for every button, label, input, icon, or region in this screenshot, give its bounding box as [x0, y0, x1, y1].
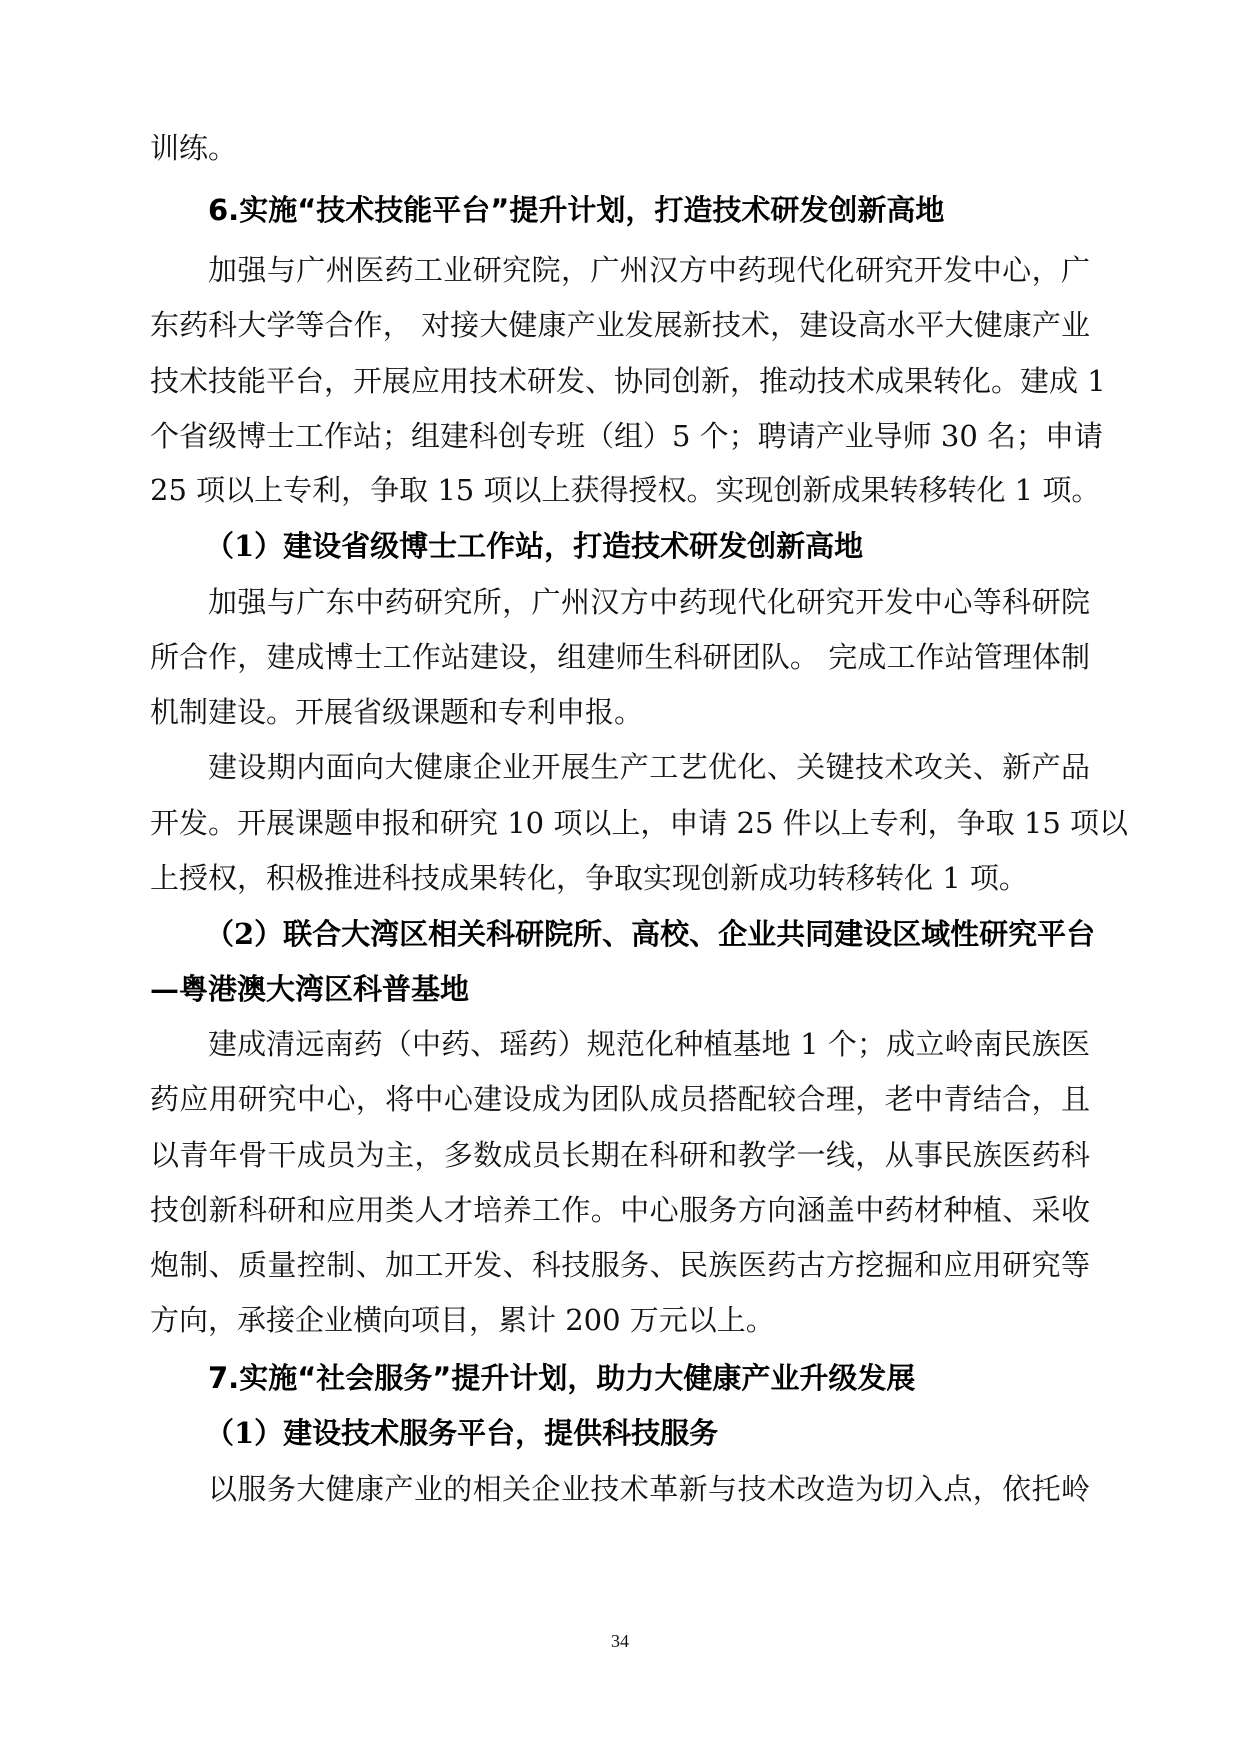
- paragraph-line: 开发。开展课题申报和研究 10 项以上，申请 25 件以上专利，争取 15 项以: [150, 806, 1129, 840]
- paragraph-line: 建设期内面向大健康企业开展生产工艺优化、关键技术攻关、新产品: [208, 750, 1090, 784]
- paragraph-line: 加强与广州医药工业研究院，广州汉方中药现代化研究开发中心，广: [208, 253, 1090, 287]
- section-heading-7: 7.实施“社会服务”提升计划，助力大健康产业升级发展: [208, 1361, 916, 1395]
- paragraph-line: 东药科大学等合作， 对接大健康产业发展新技术，建设高水平大健康产业: [150, 308, 1090, 342]
- page-number: 34: [611, 1631, 629, 1651]
- paragraph-line: 机制建设。开展省级课题和专利申报。: [150, 695, 644, 729]
- paragraph-line: 所合作，建成博士工作站建设，组建师生科研团队。 完成工作站管理体制: [150, 640, 1090, 674]
- paragraph-line: 技创新科研和应用类人才培养工作。中心服务方向涵盖中药材种植、采收: [150, 1193, 1090, 1227]
- paragraph-line: 以服务大健康产业的相关企业技术革新与技术改造为切入点，依托岭: [208, 1472, 1090, 1506]
- paragraph-line: 上授权，积极推进科技成果转化，争取实现创新成功转移转化 1 项。: [150, 861, 1028, 895]
- subsection-heading-6-1: （1）建设省级博士工作站，打造技术研发创新高地: [205, 529, 864, 563]
- subsection-heading-6-2-continued: —粤港澳大湾区科普基地: [150, 972, 470, 1006]
- paragraph-line: 以青年骨干成员为主，多数成员长期在科研和教学一线，从事民族医药科: [150, 1138, 1090, 1172]
- paragraph-line: 训练。: [150, 131, 238, 165]
- paragraph-line: 炮制、质量控制、加工开发、科技服务、民族医药古方挖掘和应用研究等: [150, 1248, 1090, 1282]
- paragraph-line: 方向，承接企业横向项目，累计 200 万元以上。: [150, 1303, 775, 1337]
- subsection-heading-7-1: （1）建设技术服务平台，提供科技服务: [205, 1416, 719, 1450]
- paragraph-line: 药应用研究中心，将中心建设成为团队成员搭配较合理，老中青结合，且: [150, 1082, 1090, 1116]
- section-heading-6: 6.实施“技术技能平台”提升计划，打造技术研发创新高地: [208, 193, 945, 227]
- paragraph-line: 建成清远南药（中药、瑶药）规范化种植基地 1 个；成立岭南民族医: [208, 1027, 1090, 1061]
- paragraph-line: 加强与广东中药研究所，广州汉方中药现代化研究开发中心等科研院: [208, 585, 1090, 619]
- paragraph-line: 个省级博士工作站；组建科创专班（组）5 个；聘请产业导师 30 名；申请: [150, 419, 1104, 453]
- subsection-heading-6-2: （2）联合大湾区相关科研院所、高校、企业共同建设区域性研究平台: [205, 917, 1096, 951]
- paragraph-line: 25 项以上专利，争取 15 项以上获得授权。实现创新成果转移转化 1 项。: [150, 473, 1101, 507]
- paragraph-line: 技术技能平台，开展应用技术研发、协同创新，推动技术成果转化。建成 1: [150, 364, 1106, 398]
